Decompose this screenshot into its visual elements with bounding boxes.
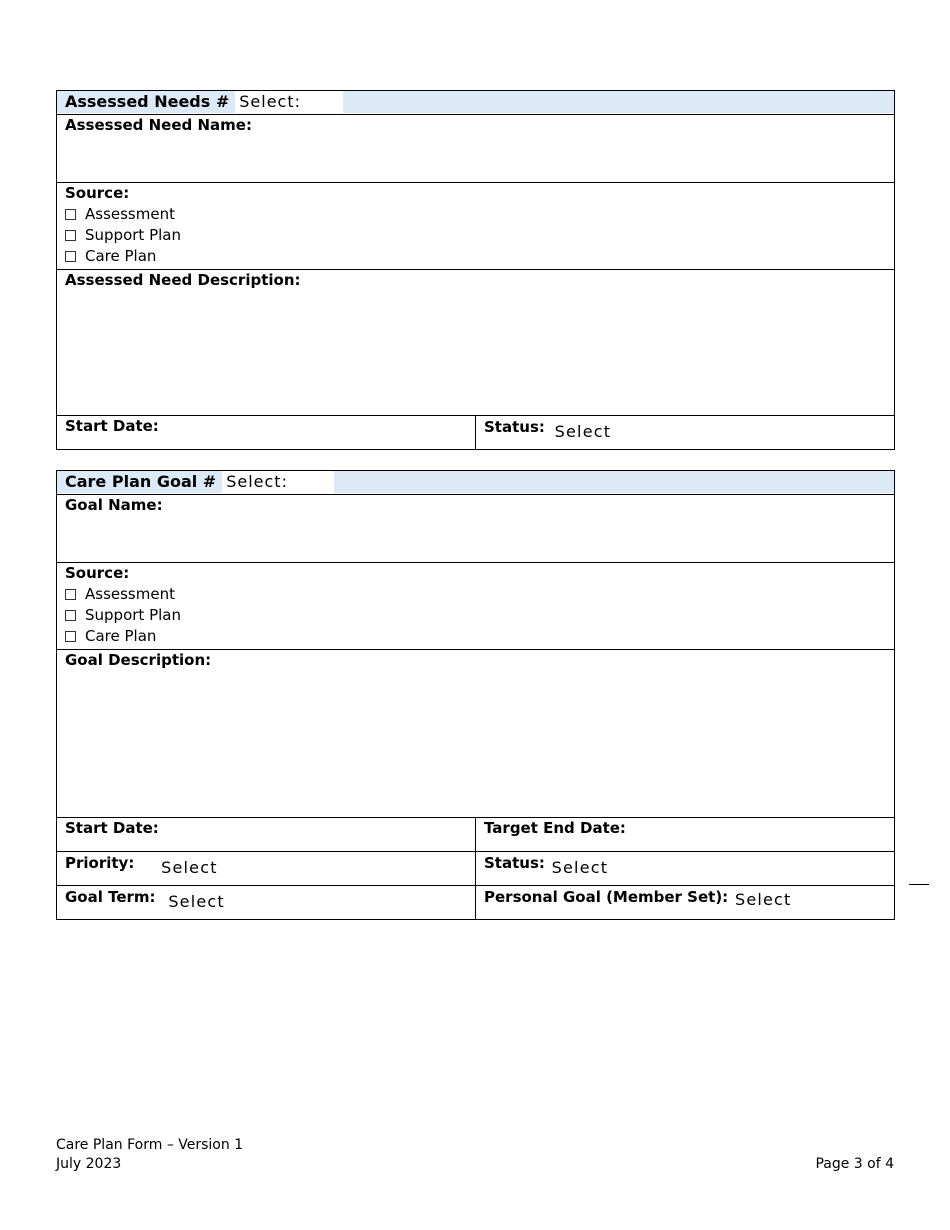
checkbox-icon[interactable] (65, 631, 76, 642)
assessed-needs-header (57, 91, 894, 113)
goal-target-end-date-field[interactable] (476, 818, 895, 852)
goal-term-select[interactable]: Select (168, 892, 225, 911)
needs-source-assessment[interactable]: Assessment (65, 204, 886, 225)
goal-status-select[interactable]: Select (551, 858, 609, 877)
care-plan-goal-label: Care Plan Goal # (57, 471, 222, 493)
needs-status-select[interactable]: Select (554, 422, 612, 441)
footer-page-number: Page 3 of 4 (815, 1156, 894, 1172)
goal-source-care-plan[interactable]: Care Plan (65, 626, 886, 647)
divider (909, 884, 929, 885)
goal-name-label: Goal Name: (65, 496, 163, 514)
goal-source-support-plan[interactable]: Support Plan (65, 605, 886, 626)
checkbox-icon[interactable] (65, 230, 76, 241)
needs-start-date-label: Start Date: (65, 417, 159, 435)
needs-start-date-field[interactable] (57, 416, 476, 450)
goal-start-date-label: Start Date: (65, 819, 159, 837)
care-plan-goal-header (57, 471, 894, 493)
assessed-need-name-field[interactable] (57, 115, 895, 183)
checkbox-icon[interactable] (65, 209, 76, 220)
assessed-need-description-field[interactable] (57, 270, 895, 416)
goal-priority-select[interactable]: Select (161, 858, 218, 877)
goal-target-end-date-label: Target End Date: (484, 819, 626, 837)
goal-status-label: Status: (484, 854, 545, 872)
goal-term-label: Goal Term: (65, 888, 156, 906)
footer-form-name: Care Plan Form – Version 1 (56, 1137, 244, 1153)
goal-priority-label: Priority: (65, 854, 135, 872)
needs-status-label: Status: (484, 418, 545, 436)
goal-description-label: Goal Description: (65, 651, 212, 669)
care-plan-goal-table (56, 470, 895, 920)
goal-source-assessment[interactable]: Assessment (65, 584, 886, 605)
checkbox-icon[interactable] (65, 251, 76, 262)
needs-source-label: Source: (65, 184, 130, 202)
checkbox-icon[interactable] (65, 589, 76, 600)
assessed-needs-select[interactable]: Select: (235, 91, 343, 113)
assessed-needs-table (56, 90, 895, 450)
needs-source-care-plan[interactable]: Care Plan (65, 246, 886, 267)
goal-start-date-field[interactable] (57, 818, 476, 852)
goal-name-field[interactable] (57, 495, 895, 563)
personal-goal-label: Personal Goal (Member Set): (484, 888, 729, 906)
personal-goal-select[interactable]: Select (734, 890, 792, 909)
goal-description-field[interactable] (57, 650, 895, 818)
checkbox-icon[interactable] (65, 610, 76, 621)
assessed-need-name-label: Assessed Need Name: (65, 116, 252, 134)
assessed-need-description-label: Assessed Need Description: (65, 271, 301, 289)
needs-source-support-plan[interactable]: Support Plan (65, 225, 886, 246)
footer-date: July 2023 (56, 1156, 122, 1172)
care-plan-goal-select[interactable]: Select: (222, 471, 334, 493)
goal-source-label: Source: (65, 564, 130, 582)
assessed-needs-label: Assessed Needs # (57, 91, 235, 113)
